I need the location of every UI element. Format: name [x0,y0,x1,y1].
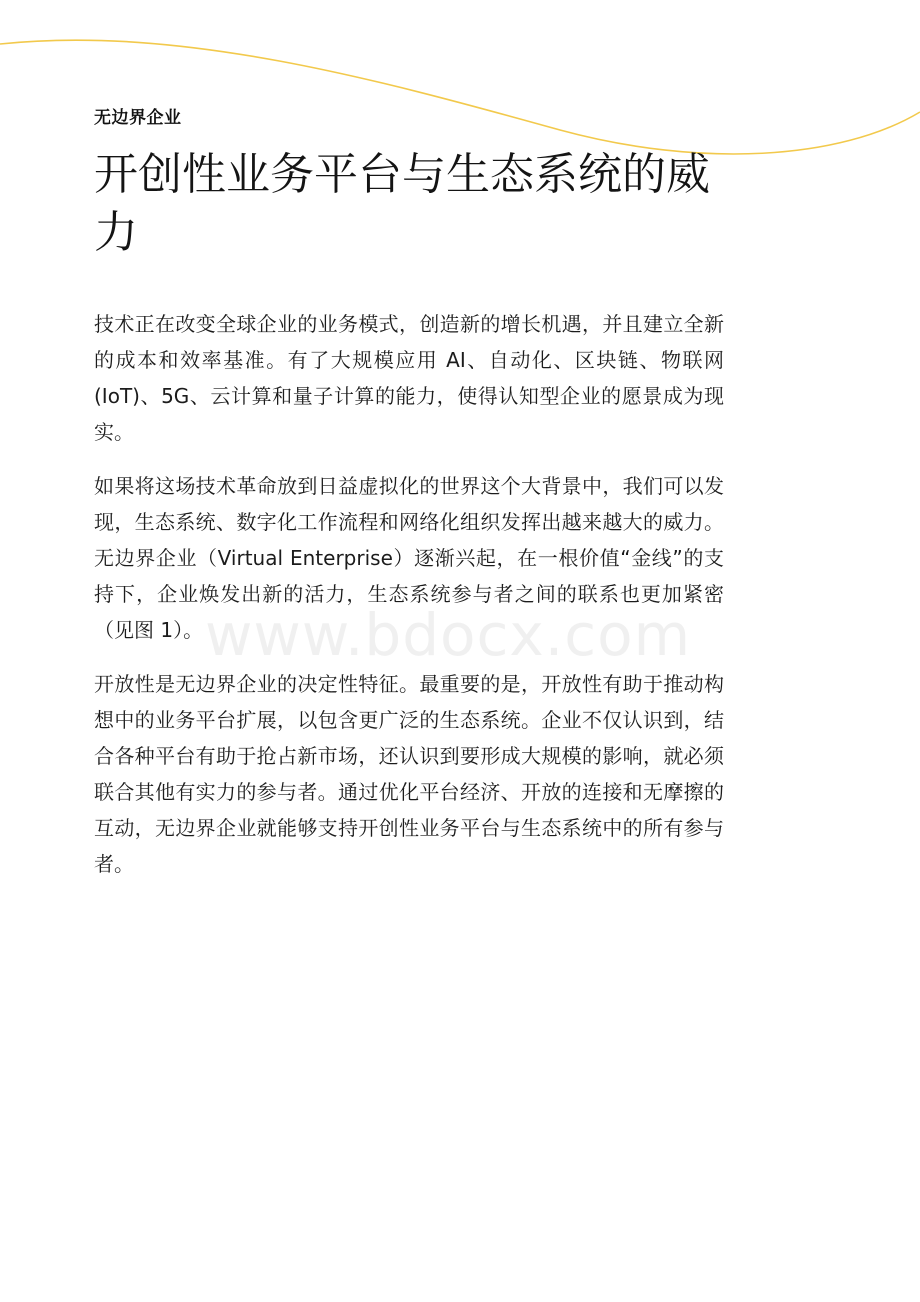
watermark-text: www.bdocx.com [205,601,692,669]
paragraph-3: 开放性是无边界企业的决定性特征。最重要的是，开放性有助于推动构想中的业务平台扩展，以包含更广泛的生态系统。企业不仅认识到，结合各种平台有助于抢占新市场，还认识到要形成大规模的影响，就必须联合其他有实力的参与者。通过优化平台经济、开放的连接和无摩擦的互动，无边界企业就能够支持开创性业务平台与生态系统中的所有参与者。 [94,672,724,876]
page-title: 开创性业务平台与生态系统的威力 [94,149,710,258]
decorative-curve [0,0,920,170]
body-text [94,306,724,900]
paragraph-1: 技术正在改变全球企业的业务模式，创造新的增长机遇，并且建立全新的成本和效率基准。有了大规模应用 AI、自动化、区块链、物联网 (IoT)、5G、云计算和量子计算的能力，使得认知型企业的愿景成为现实。 [94,312,724,444]
section-label: 无边界企业 [94,108,182,128]
paragraph-2: 如果将这场技术革命放到日益虚拟化的世界这个大背景中，我们可以发现，生态系统、数字化工作流程和网络化组织发挥出越来越大的威力。无边界企业（Virtual Enterprise）逐渐兴起，在一根价值“金线”的支持下，企业焕发出新的活力，生态系统参与者之间的联系也更加紧密（见图 1）。 [94,474,724,642]
